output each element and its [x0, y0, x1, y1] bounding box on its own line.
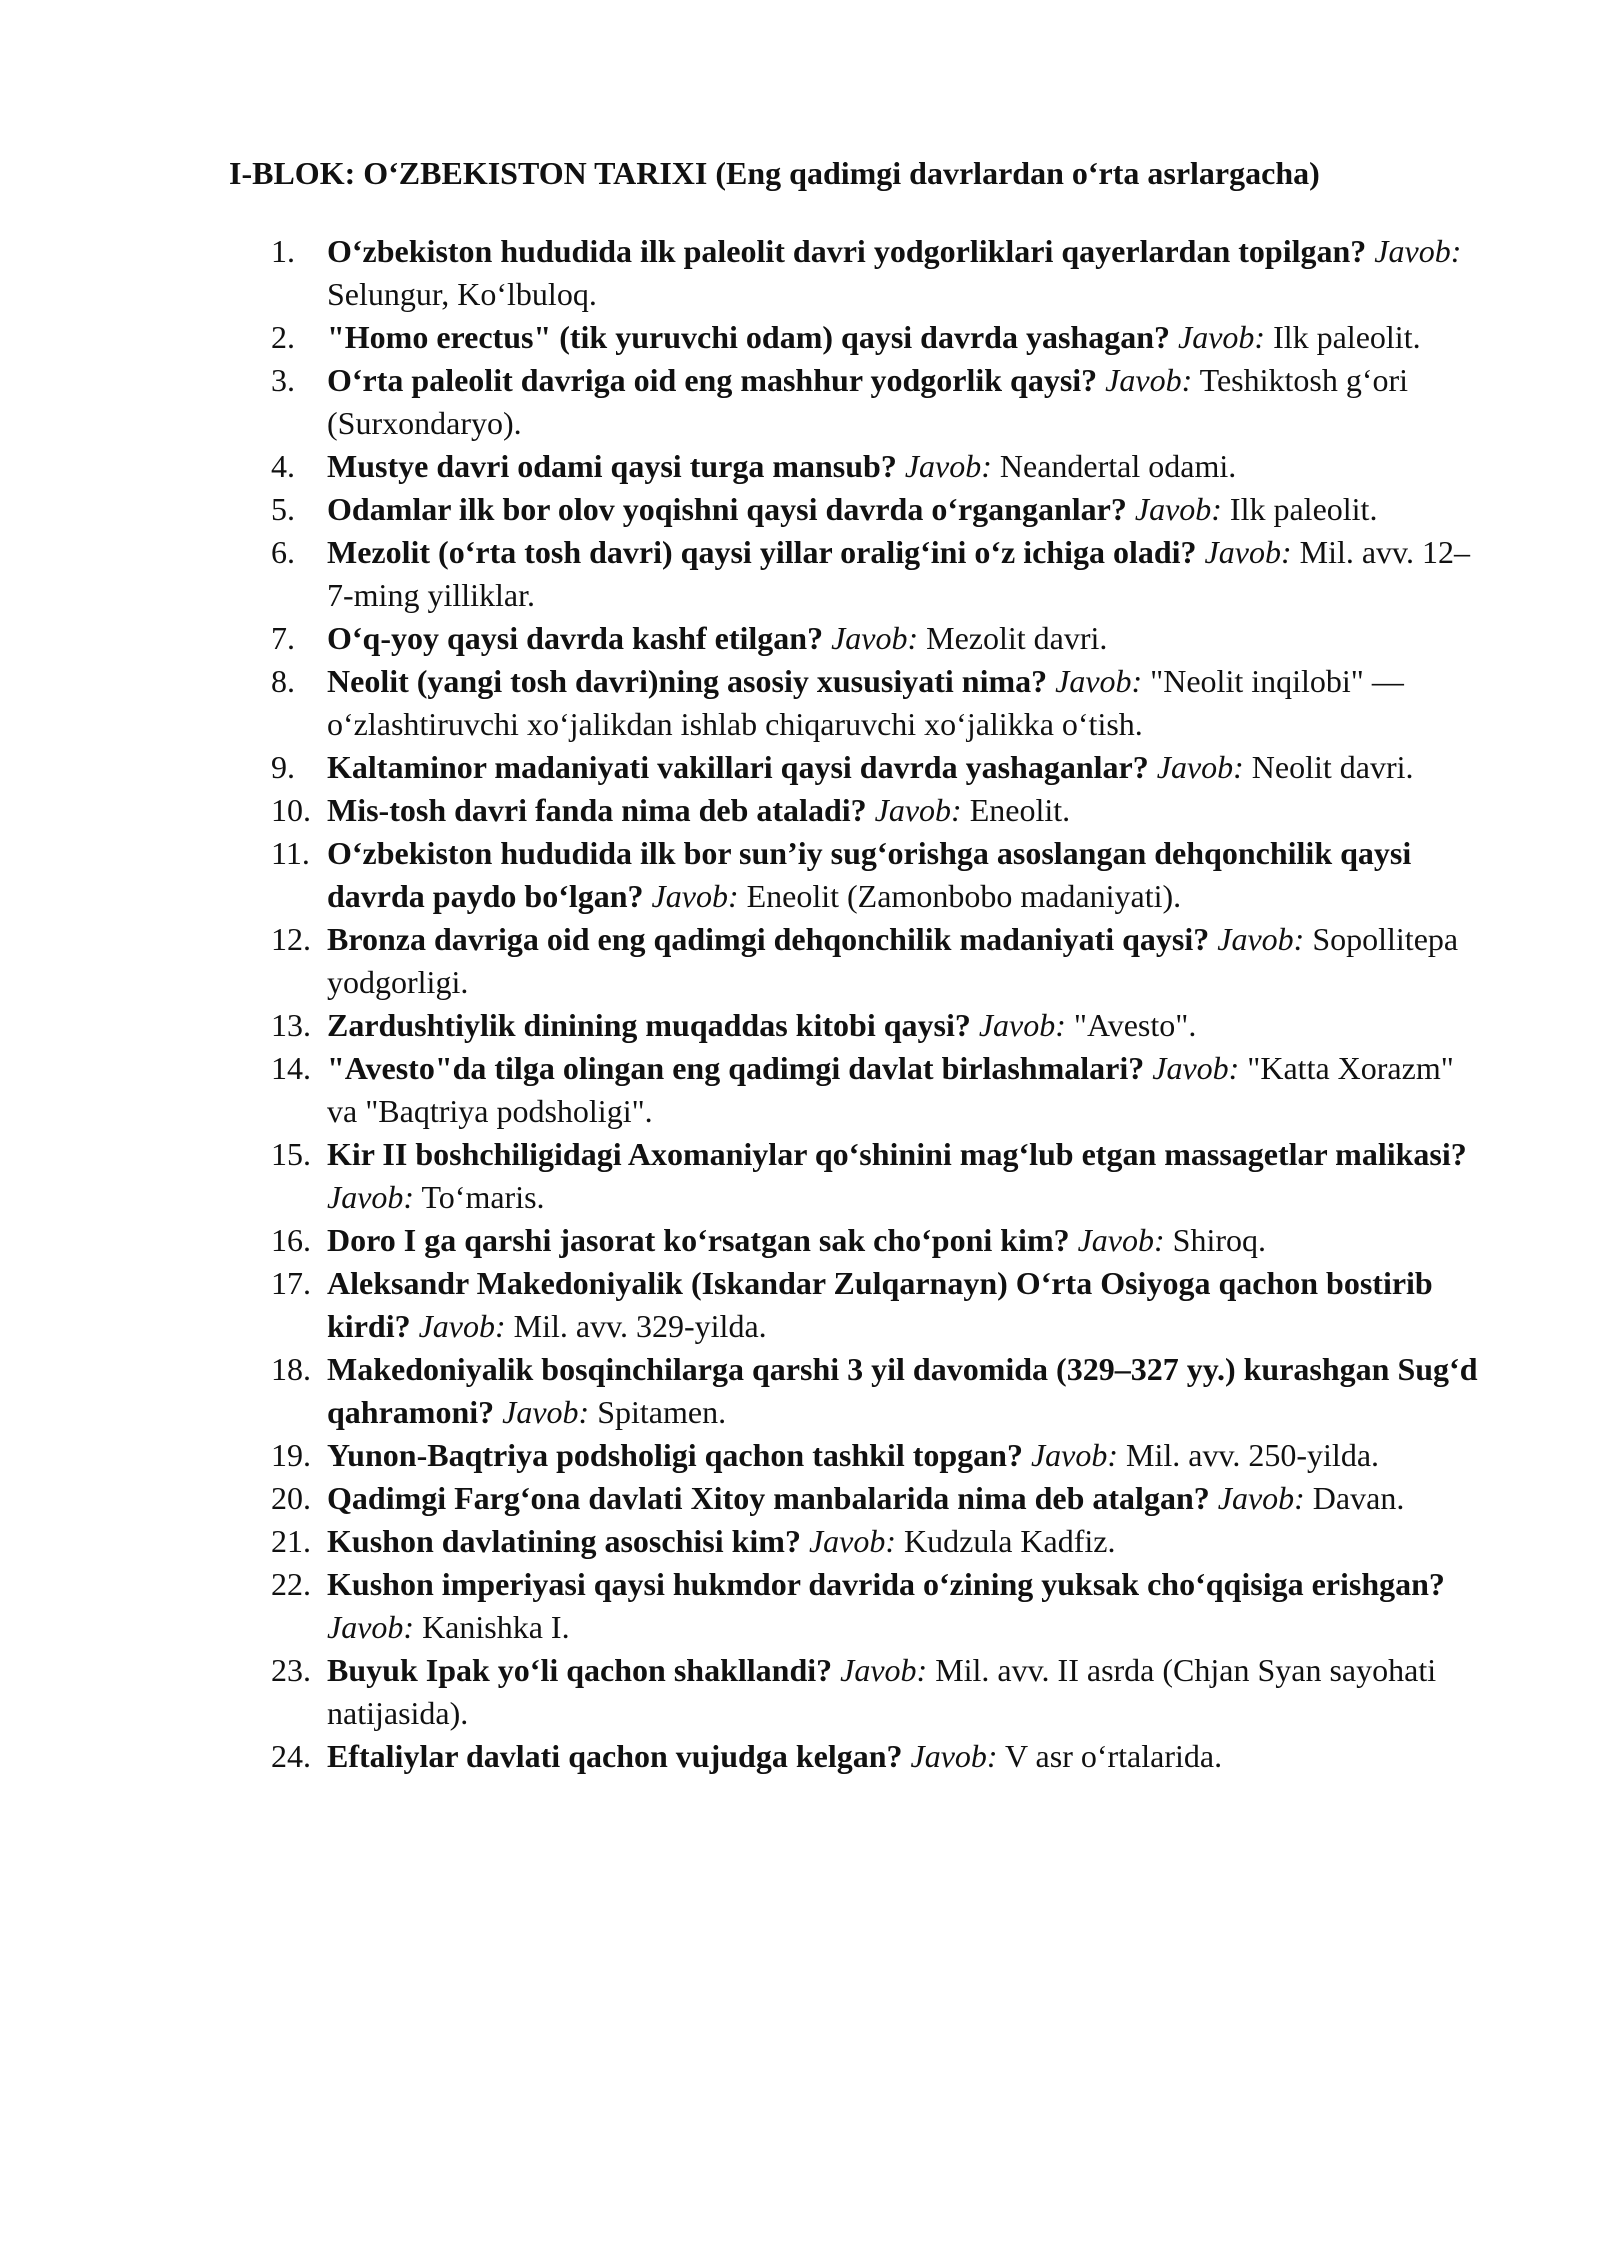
question-number: 21.	[271, 1523, 311, 1559]
answer-label: Javob:	[808, 1523, 896, 1559]
question-number: 22.	[271, 1566, 311, 1602]
question-number: 11.	[271, 835, 310, 871]
answer-text: Eneolit (Zamonbobo madaniyati).	[746, 878, 1182, 914]
question-number: 5.	[271, 491, 295, 527]
question-text: Aleksandr Makedoniyalik (Iskandar Zulqarnayn) O‘rta Osiyoga qachon bostirib kirdi?	[327, 1265, 1433, 1344]
question-text: Qadimgi Farg‘ona davlati Xitoy manbalarida nima deb atalgan?	[327, 1480, 1210, 1516]
question-number: 10.	[271, 792, 311, 828]
question-text: Kushon davlatining asoschisi kim?	[327, 1523, 801, 1559]
answer-label: Javob:	[1156, 749, 1244, 785]
answer-label: Javob:	[874, 792, 962, 828]
question-item	[229, 1649, 1489, 1735]
answer-label: Javob:	[904, 448, 992, 484]
document-page	[229, 152, 1489, 1778]
answer-label: Javob:	[1055, 663, 1143, 699]
question-text: Bronza davriga oid eng qadimgi dehqonchilik madaniyati qaysi?	[327, 921, 1210, 957]
question-item	[229, 918, 1489, 1004]
answer-text: "Neolit inqilobi" — o‘zlashtiruvchi xo‘jalikdan ishlab chiqaruvchi xo‘jalikka o‘tish.	[327, 663, 1404, 742]
answer-label: Javob:	[1374, 233, 1462, 269]
question-item	[229, 1133, 1489, 1219]
question-number: 14.	[271, 1050, 311, 1086]
answer-label: Javob:	[978, 1007, 1066, 1043]
question-number: 23.	[271, 1652, 311, 1688]
answer-label: Javob:	[327, 1179, 415, 1215]
answer-label: Javob:	[910, 1738, 998, 1774]
question-number: 18.	[271, 1351, 311, 1387]
question-item	[229, 1219, 1489, 1262]
question-text: Mis-tosh davri fanda nima deb ataladi?	[327, 792, 867, 828]
question-number: 3.	[271, 362, 295, 398]
question-text: Doro I ga qarshi jasorat ko‘rsatgan sak cho‘poni kim?	[327, 1222, 1070, 1258]
answer-text: Shiroq.	[1172, 1222, 1266, 1258]
question-text: "Homo erectus" (tik yuruvchi odam) qaysi davrda yashagan?	[327, 319, 1170, 355]
question-text: Makedoniyalik bosqinchilarga qarshi 3 yil davomida (329–327 yy.) kurashgan Sug‘d qahramoni?	[327, 1351, 1478, 1430]
answer-label: Javob:	[1178, 319, 1266, 355]
answer-text: Neandertal odami.	[999, 448, 1237, 484]
answer-text: Mil. avv. II asrda (Chjan Syan sayohati natijasida).	[327, 1652, 1437, 1731]
answer-text: Kanishka I.	[422, 1609, 570, 1645]
question-item	[229, 531, 1489, 617]
answer-text: Selungur, Ko‘lbuloq.	[327, 276, 597, 312]
question-item	[229, 789, 1489, 832]
question-item	[229, 1520, 1489, 1563]
question-text: "Avesto"da tilga olingan eng qadimgi davlat birlashmalari?	[327, 1050, 1145, 1086]
answer-text: Mil. avv. 250-yilda.	[1126, 1437, 1380, 1473]
answer-label: Javob:	[1030, 1437, 1119, 1473]
question-text: Eftaliylar davlati qachon vujudga kelgan?	[327, 1738, 903, 1774]
question-text: Mustye davri odami qaysi turga mansub?	[327, 448, 897, 484]
question-item	[229, 1262, 1489, 1348]
question-item	[229, 230, 1489, 316]
answer-text: "Avesto".	[1073, 1007, 1197, 1043]
question-item	[229, 488, 1489, 531]
question-item	[229, 316, 1489, 359]
answer-text: To‘maris.	[421, 1179, 545, 1215]
question-text: O‘zbekiston hududida ilk bor sun’iy sug‘orishga asoslangan dehqonchilik qaysi davrda paydo bo‘lgan?	[327, 835, 1412, 914]
answer-text: Kudzula Kadfiz.	[904, 1523, 1116, 1559]
answer-label: Javob:	[327, 1609, 415, 1645]
question-text: Kushon imperiyasi qaysi hukmdor davrida o‘zining yuksak cho‘qqisiga erishgan?	[327, 1566, 1445, 1602]
question-text: Buyuk Ipak yo‘li qachon shakllandi?	[327, 1652, 833, 1688]
answer-label: Javob:	[1152, 1050, 1240, 1086]
answer-text: Mezolit davri.	[926, 620, 1108, 656]
answer-text: Mil. avv. 12–7-ming yilliklar.	[327, 534, 1470, 613]
answer-label: Javob:	[1217, 921, 1305, 957]
question-number: 17.	[271, 1265, 311, 1301]
answer-text: V asr o‘rtalarida.	[1005, 1738, 1223, 1774]
question-text: Kaltaminor madaniyati vakillari qaysi davrda yashaganlar?	[327, 749, 1149, 785]
question-text: O‘rta paleolit davriga oid eng mashhur yodgorlik qaysi?	[327, 362, 1098, 398]
question-item	[229, 660, 1489, 746]
question-number: 13.	[271, 1007, 311, 1043]
answer-label: Javob:	[1134, 491, 1222, 527]
question-text: Odamlar ilk bor olov yoqishni qaysi davrda o‘rganganlar?	[327, 491, 1127, 527]
answer-text: Teshiktosh g‘ori (Surxondaryo).	[327, 362, 1409, 441]
document-title: I-BLOK: O‘ZBEKISTON TARIXI (Eng qadimgi davrlardan o‘rta asrlargacha)	[229, 155, 1320, 191]
question-text: Mezolit (o‘rta tosh davri) qaysi yillar oralig‘ini o‘z ichiga oladi?	[327, 534, 1197, 570]
question-item	[229, 445, 1489, 488]
answer-text: Mil. avv. 329-yilda.	[513, 1308, 767, 1344]
answer-text: Spitamen.	[597, 1394, 727, 1430]
question-item	[229, 832, 1489, 918]
answer-text: "Katta Xorazm" va "Baqtriya podsholigi".	[327, 1050, 1454, 1129]
answer-label: Javob:	[1077, 1222, 1165, 1258]
answer-label: Javob:	[418, 1308, 506, 1344]
question-text: Kir II boshchiligidagi Axomaniylar qo‘shinini mag‘lub etgan massagetlar malikasi?	[327, 1136, 1467, 1172]
answer-text: Davan.	[1312, 1480, 1405, 1516]
question-number: 16.	[271, 1222, 311, 1258]
answer-text: Ilk paleolit.	[1229, 491, 1378, 527]
question-number: 7.	[271, 620, 295, 656]
question-item	[229, 1434, 1489, 1477]
question-item	[229, 1735, 1489, 1778]
question-item	[229, 359, 1489, 445]
question-number: 4.	[271, 448, 295, 484]
question-text: Zardushtiylik dinining muqaddas kitobi qaysi?	[327, 1007, 971, 1043]
question-item	[229, 1477, 1489, 1520]
question-number: 1.	[271, 233, 295, 269]
answer-label: Javob:	[651, 878, 739, 914]
answer-text: Neolit davri.	[1251, 749, 1414, 785]
answer-text: Eneolit.	[969, 792, 1071, 828]
question-number: 15.	[271, 1136, 311, 1172]
question-text: Yunon-Baqtriya podsholigi qachon tashkil topgan?	[327, 1437, 1023, 1473]
question-number: 19.	[271, 1437, 311, 1473]
question-number: 20.	[271, 1480, 311, 1516]
question-list	[229, 230, 1489, 1778]
answer-label: Javob:	[502, 1394, 590, 1430]
question-item	[229, 746, 1489, 789]
answer-text: Ilk paleolit.	[1273, 319, 1421, 355]
question-number: 9.	[271, 749, 295, 785]
question-item	[229, 1348, 1489, 1434]
question-number: 8.	[271, 663, 295, 699]
answer-label: Javob:	[1105, 362, 1193, 398]
question-text: O‘q-yoy qaysi davrda kashf etilgan?	[327, 620, 824, 656]
question-item	[229, 1047, 1489, 1133]
question-number: 24.	[271, 1738, 311, 1774]
answer-label: Javob:	[831, 620, 919, 656]
question-item	[229, 1563, 1489, 1649]
question-number: 6.	[271, 534, 295, 570]
answer-label: Javob:	[1204, 534, 1292, 570]
question-item	[229, 617, 1489, 660]
question-item	[229, 1004, 1489, 1047]
answer-label: Javob:	[840, 1652, 928, 1688]
answer-label: Javob:	[1217, 1480, 1305, 1516]
question-text: Neolit (yangi tosh davri)ning asosiy xususiyati nima?	[327, 663, 1048, 699]
question-text: O‘zbekiston hududida ilk paleolit davri yodgorliklari qayerlardan topilgan?	[327, 233, 1367, 269]
question-number: 2.	[271, 319, 295, 355]
answer-text: Sopollitepa yodgorligi.	[327, 921, 1459, 1000]
question-number: 12.	[271, 921, 311, 957]
